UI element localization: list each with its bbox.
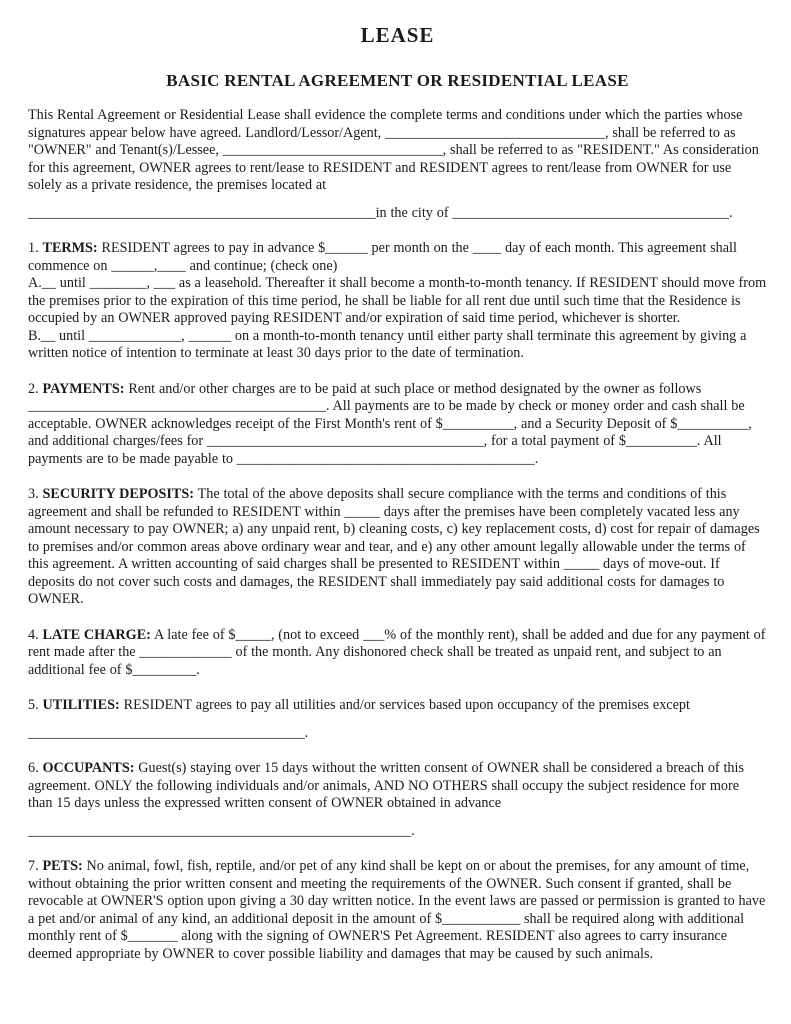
section-payments-number: 2.: [28, 380, 43, 397]
section-terms-number: 1.: [28, 240, 43, 256]
intro-section: [28, 107, 767, 222]
section-security-deposits-heading: SECURITY DEPOSITS:: [42, 486, 195, 502]
section-utilities-blank-line: _______________________________________.: [28, 724, 309, 741]
intro-paragraph: This Rental Agreement or Residential Lease shall evidence the complete terms and conditions under which the parties whose signatures appear below have agreed. Landlord/Lessor/Agent, _______________________________, shall be referred to as "OWNER" and Tenant(s)/Lessee, _______________________________, shall be referred to as "RESIDENT." As consideration for this agreement, OWNER agrees to rent/lease to RESIDENT and RESIDENT agrees to rent/lease from OWNER for use solely as a private residence, the premises located at: [28, 107, 759, 193]
section-late-charge-number: 4.: [28, 626, 43, 643]
document-subtitle: BASIC RENTAL AGREEMENT OR RESIDENTIAL LEASE: [166, 71, 629, 90]
section-utilities-text: RESIDENT agrees to pay all utilities and/or services based upon occupancy of the premises except: [123, 697, 690, 713]
section-security-deposits-text: The total of the above deposits shall secure compliance with the terms and conditions of this agreement and shall be refunded to RESIDENT within _____ days after the premises have been completely vacated less any amount necessary to pay OWNER; a) any unpaid rent, b) cleaning costs, c) key replacement costs, d) cost for repair of damages to premises and/or common areas above ordinary wear and tear, and e) any other amount legally allowable under the terms of this agreement. A written accounting of said charges shall be presented to RESIDENT within _____ days of move-out. If deposits do not cover such costs and damages, the RESIDENT shall immediately pay said additional costs for damages to OWNER.: [28, 486, 760, 607]
section-pets-number: 7.: [28, 858, 43, 874]
intro-blank-line: _________________________________________________in the city of _______________________________________.: [28, 204, 733, 221]
document-body: [28, 107, 767, 963]
section-pets: [28, 858, 767, 963]
section-terms-paragraph: [28, 240, 767, 275]
section-occupants-blank-line: ______________________________________________________.: [28, 822, 415, 839]
section-late-charge-paragraph: [28, 627, 767, 680]
section-late-charge: [28, 627, 767, 680]
section-terms-option-a: A.__ until ________, ___ as a leasehold. Thereafter it shall become a month-to-month tenancy. If RESIDENT should move from the premises prior to the expiration of this time period, he shall be liable for all rent due until such time that the Residence is occupied by an OWNER approved paying RESIDENT and/or expiration of said time period, whichever is shorter.: [28, 275, 767, 326]
section-pets-text: No animal, fowl, fish, reptile, and/or pet of any kind shall be kept on or about the premises, for any amount of time, without obtaining the prior written consent and meeting the requirements of the OWNER. Such consent if granted, shall be revocable at OWNER'S option upon giving a 30 day written notice. In the event laws are passed or permission is granted to have a pet and/or animal of any kind, an additional deposit in the amount of $___________ shall be required along with additional monthly rent of $_______ along with the signing of OWNER'S Pet Agreement. RESIDENT also agrees to carry insurance deemed appropriate by OWNER to cover possible liability and damages that may be caused by such animals.: [28, 858, 766, 962]
section-terms-option-b: B.__ until _____________, ______ on a month-to-month tenancy until either party shall terminate this agreement by giving a written notice of intention to terminate at least 30 days prior to the date of termination.: [28, 327, 747, 361]
section-late-charge-text: A late fee of $_____, (not to exceed ___% of the monthly rent), shall be added and due for any payment of rent made after the _____________ of the month. Any dishonored check shall be treated as unpaid rent, and subject to an additional fee of $_________.: [28, 626, 766, 678]
section-terms-text: RESIDENT agrees to pay in advance $______ per month on the ____ day of each month. This agreement shall commence on ______,____ and continue; (check one): [28, 240, 737, 274]
section-utilities: [28, 697, 767, 742]
section-payments-heading: PAYMENTS:: [42, 380, 125, 397]
section-payments-paragraph: [28, 381, 767, 469]
section-utilities-number: 5.: [28, 697, 43, 713]
section-terms: [28, 240, 767, 363]
document-title: LEASE: [360, 23, 435, 47]
section-occupants-heading: OCCUPANTS:: [42, 760, 135, 776]
section-pets-heading: PETS:: [42, 858, 83, 874]
section-utilities-heading: UTILITIES:: [42, 697, 120, 713]
section-security-deposits: [28, 486, 767, 609]
section-pets-paragraph: [28, 858, 767, 963]
section-occupants-text: Guest(s) staying over 15 days without the written consent of OWNER shall be considered a breach of this agreement. ONLY the following individuals and/or animals, AND NO OTHERS shall occupy the subject residence for more than 15 days unless the expressed written consent of OWNER obtained in advance: [28, 760, 744, 811]
section-utilities-paragraph: [28, 697, 767, 715]
section-security-deposits-number: 3.: [28, 486, 43, 502]
section-occupants: [28, 760, 767, 840]
section-occupants-paragraph: [28, 760, 767, 813]
section-late-charge-heading: LATE CHARGE:: [42, 626, 151, 643]
section-payments-text: Rent and/or other charges are to be paid at such place or method designated by the owner as follows __________________________________________. All payments are to be made by check or money order and cash shall be acceptable. OWNER acknowledges receipt of the First Month's rent of $__________, and a Security Deposit of $__________, and additional charges/fees for _______________________________________, for a total payment of $__________. All payments are to be made payable to __________________________________________.: [28, 380, 752, 467]
section-security-deposits-paragraph: [28, 486, 767, 609]
section-payments: [28, 381, 767, 469]
section-occupants-number: 6.: [28, 760, 43, 776]
section-terms-heading: TERMS:: [42, 240, 98, 256]
